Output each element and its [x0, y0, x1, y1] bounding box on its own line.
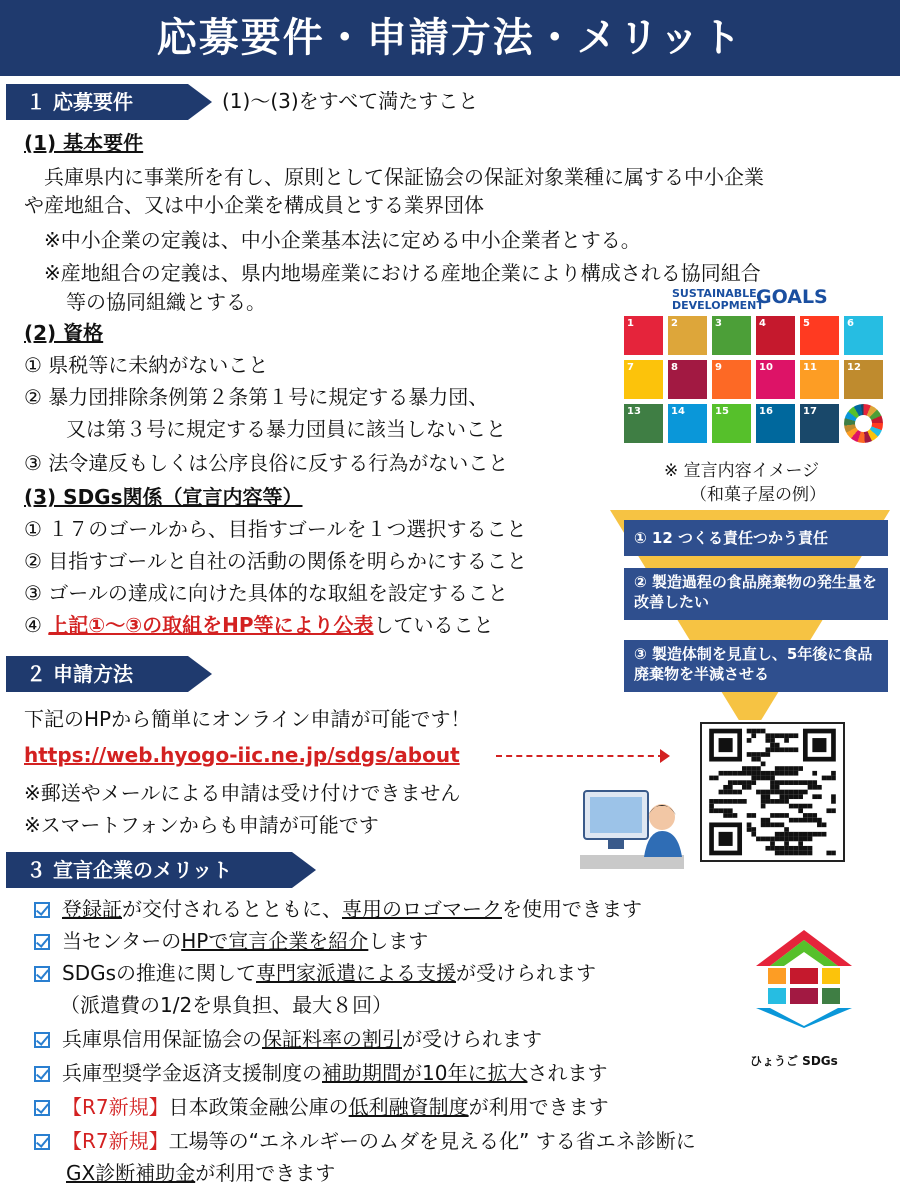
- declaration-step: ② 製造過程の食品廃棄物の発生量を改善したい: [624, 568, 888, 620]
- requirements-note: (1)～(3)をすべて満たすこと: [222, 89, 479, 113]
- basic-req-note: ※産地組合の定義は、県内地場産業における産地企業により構成される協同組合: [44, 261, 761, 285]
- sdgs-requirement-item: ④ 上記①～③の取組をHP等により公表していること: [24, 613, 494, 637]
- application-note: ※スマートフォンからも申請が可能です: [24, 813, 379, 837]
- merit-item: 当センターのHPで宣言企業を紹介します: [34, 926, 428, 956]
- merit-sub-note: （派遣費の1/2を県負担、最大８回）: [60, 993, 393, 1017]
- sdg-goal-tile: 4: [756, 316, 795, 355]
- check-icon: [34, 1134, 50, 1150]
- sdg-goal-tile: 10: [756, 360, 795, 399]
- merit-item: 【R7新規】工場等の“エネルギーのムダを見える化” する省エネ診断に: [34, 1126, 696, 1156]
- sdg-wheel-icon: [844, 404, 883, 443]
- hyogo-sdgs-logo: [754, 928, 854, 1028]
- sdg-goal-tile: 6: [844, 316, 883, 355]
- application-note: ※郵送やメールによる申請は受け付けできません: [24, 781, 461, 805]
- page-title: 応募要件・申請方法・メリット: [0, 0, 900, 76]
- hyogo-logo-caption: ひょうご SDGs: [750, 1054, 838, 1068]
- basic-req-note: 等の協同組織とする。: [66, 290, 266, 314]
- sdg-goal-tile: 15: [712, 404, 751, 443]
- publish-highlight: 上記①～③の取組をHP等により公表: [48, 613, 374, 637]
- basic-req-note: ※中小企業の定義は、中小企業基本法に定める中小企業者とする。: [44, 228, 641, 252]
- sdg-goal-tile: 17: [800, 404, 839, 443]
- check-icon: [34, 1100, 50, 1116]
- section-heading-merits: ３ 宣言企業のメリット: [6, 852, 316, 888]
- application-url-link[interactable]: https://web.hyogo-iic.ne.jp/sdgs/about: [24, 743, 460, 767]
- check-icon: [34, 934, 50, 950]
- qualification-item: ② 暴力団排除条例第２条第１号に規定する暴力団、: [24, 385, 489, 409]
- sdg-goal-tile: 16: [756, 404, 795, 443]
- example-caption: （和菓子屋の例）: [690, 485, 826, 505]
- section-heading-requirements: １ 応募要件: [6, 84, 212, 120]
- sdg-goal-tile: 11: [800, 360, 839, 399]
- sdgs-requirement-item: ① １７のゴールから、目指すゴールを１つ選択すること: [24, 517, 527, 541]
- sdg-goal-tile: 12: [844, 360, 883, 399]
- section-heading-application: ２ 申請方法: [6, 656, 212, 692]
- basic-req-line: や産地組合、又は中小企業を構成員とする業界団体: [24, 193, 484, 217]
- sdgs-goals-wordmark: GOALS: [756, 286, 828, 308]
- computer-user-illustration: [578, 785, 690, 871]
- sdg-goal-tile: 9: [712, 360, 751, 399]
- check-icon: [34, 1066, 50, 1082]
- application-intro: 下記のHPから簡単にオンライン申請が可能です！: [24, 707, 471, 731]
- qualification-title: (2) 資格: [24, 321, 104, 345]
- sdg-goal-tile: 3: [712, 316, 751, 355]
- sdg-goal-tile: 8: [668, 360, 707, 399]
- example-caption: ※ 宣言内容イメージ: [664, 461, 820, 481]
- merit-item: 兵庫型奨学金返済支援制度の補助期間が10年に拡大されます: [34, 1058, 607, 1088]
- merit-item: 登録証が交付されるとともに、専用のロゴマークを使用できます: [34, 894, 642, 924]
- sdg-goal-tile: 2: [668, 316, 707, 355]
- sdgs-requirements-title: (3) SDGs関係（宣言内容等）: [24, 485, 303, 509]
- sdgs-logo-text: SUSTAINABLE DEVELOPMENT: [672, 287, 764, 312]
- merit-item-continued: GX診断補助金が利用できます: [66, 1161, 336, 1185]
- merit-item: 兵庫県信用保証協会の保証料率の割引が受けられます: [34, 1024, 542, 1054]
- sdgs-goals-grid: [624, 316, 886, 443]
- arrow-icon: [496, 755, 664, 757]
- merit-item: SDGsの推進に関して専門家派遣による支援が受けられます: [34, 958, 596, 988]
- sdg-goal-tile: 5: [800, 316, 839, 355]
- basic-req-line: 兵庫県内に事業所を有し、原則として保証協会の保証対象業種に属する中小企業: [44, 165, 764, 189]
- sdg-goal-tile: 1: [624, 316, 663, 355]
- arrowhead-icon: [660, 749, 670, 763]
- check-icon: [34, 902, 50, 918]
- merit-item: 【R7新規】日本政策金融公庫の低利融資制度が利用できます: [34, 1092, 609, 1122]
- sdg-goal-tile: 14: [668, 404, 707, 443]
- sdg-goal-tile: 7: [624, 360, 663, 399]
- sdgs-requirement-item: ② 目指すゴールと自社の活動の関係を明らかにすること: [24, 549, 527, 573]
- qualification-item: ① 県税等に未納がないこと: [24, 353, 269, 377]
- qualification-item: 又は第３号に規定する暴力団員に該当しないこと: [66, 417, 506, 441]
- declaration-step: ③ 製造体制を見直し、5年後に食品廃棄物を半減させる: [624, 640, 888, 692]
- sdg-goal-tile: 13: [624, 404, 663, 443]
- check-icon: [34, 966, 50, 982]
- declaration-step: ① 12 つくる責任つかう責任: [624, 520, 888, 556]
- qr-code[interactable]: [700, 722, 845, 862]
- qualification-item: ③ 法令違反もしくは公序良俗に反する行為がないこと: [24, 451, 509, 475]
- basic-requirements-title: (1) 基本要件: [24, 131, 144, 155]
- sdgs-requirement-item: ③ ゴールの達成に向けた具体的な取組を設定すること: [24, 581, 508, 605]
- check-icon: [34, 1032, 50, 1048]
